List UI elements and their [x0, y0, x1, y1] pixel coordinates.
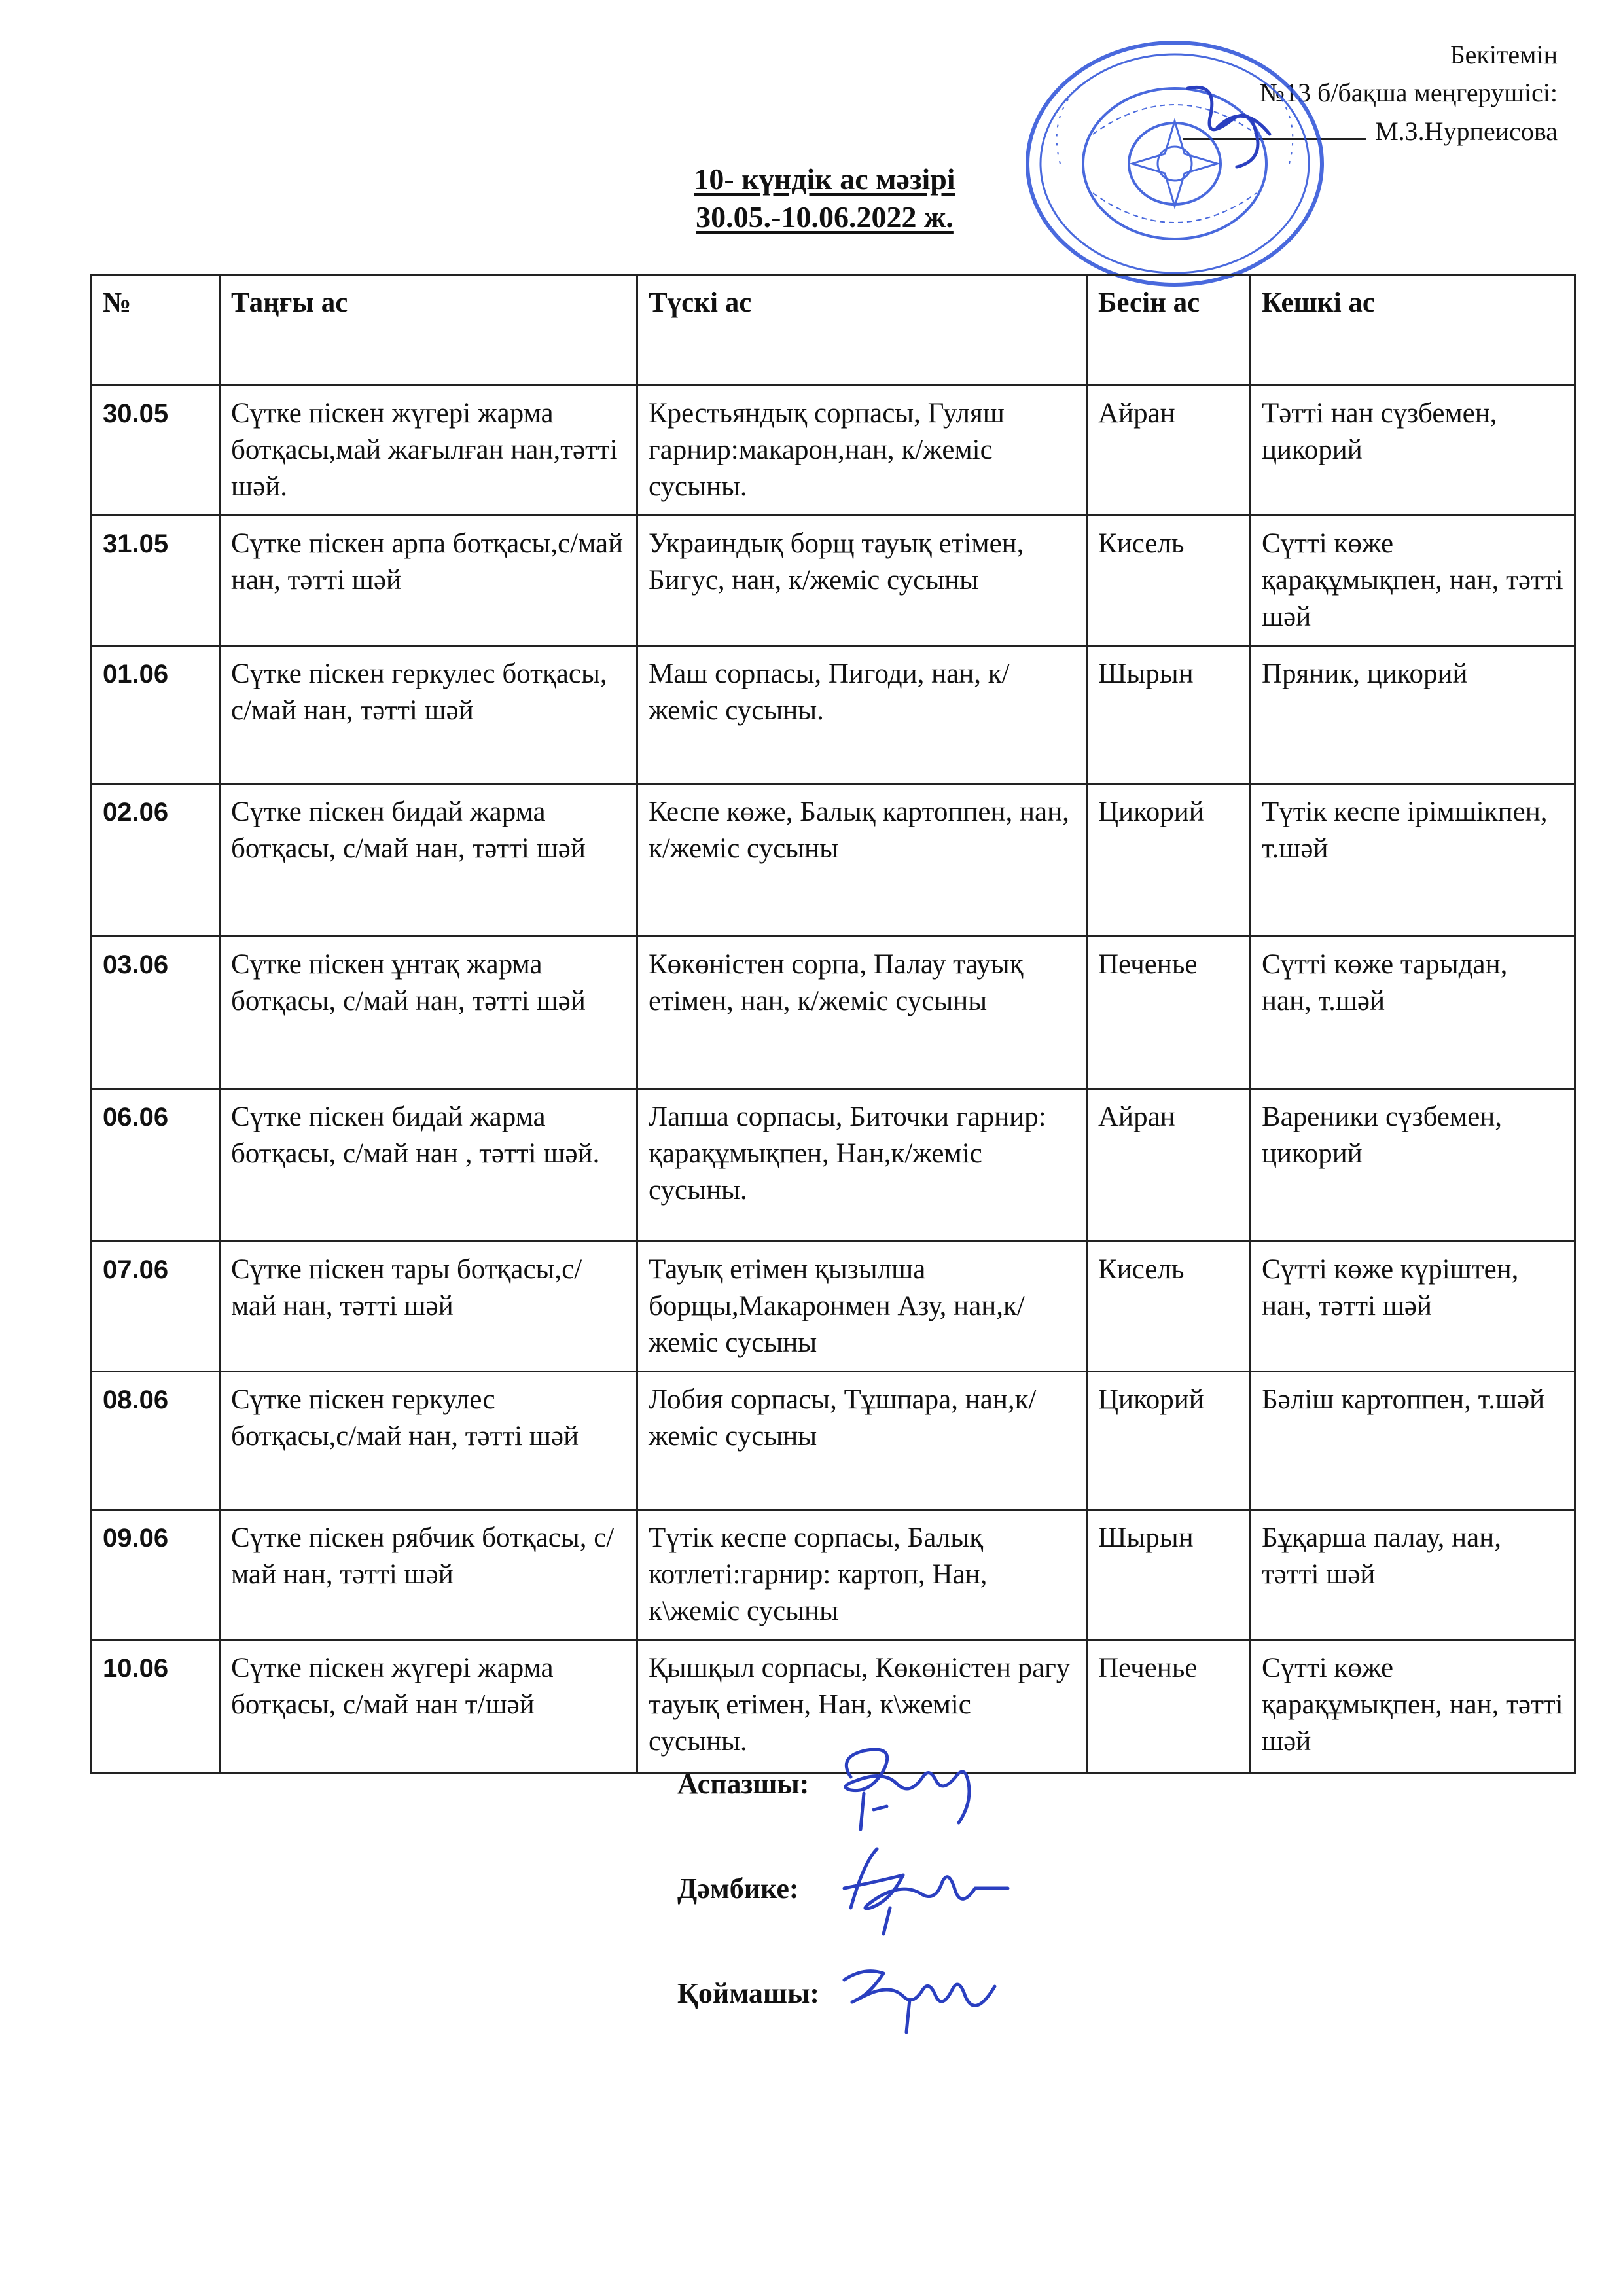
- breakfast-cell: Сүтке піскен арпа ботқасы,с/май нан, тәтті шәй: [220, 516, 637, 646]
- lunch-cell: Көкөністен сорпа, Палау тауық етімен, нан, к/жеміс сусыны: [637, 937, 1087, 1089]
- steward-signature: [825, 1836, 1021, 1941]
- lunch-cell: Маш сорпасы, Пигоди, нан, к/ жеміс сусыны.: [637, 646, 1087, 784]
- cook-signature: [825, 1731, 1021, 1836]
- header-dinner: Кешкі ас: [1251, 275, 1575, 386]
- row-date: 09.06: [92, 1510, 220, 1640]
- table-row: [92, 1510, 1575, 1640]
- table-row: [92, 1372, 1575, 1510]
- signature-row-cook: [677, 1767, 819, 1872]
- snack-cell: Кисель: [1087, 516, 1251, 646]
- dinner-cell: Сүтті көже күріштен, нан, тәтті шәй: [1251, 1242, 1575, 1372]
- cook-label: Аспазшы:: [677, 1768, 810, 1800]
- row-date: 03.06: [92, 937, 220, 1089]
- signature-row-storekeeper: [677, 1977, 819, 2081]
- lunch-cell: Қышқыл сорпасы, Көкөністен рагу тауық етімен, Нан, к\жеміс сусыны.: [637, 1640, 1087, 1773]
- approval-heading: Бекітемін: [1450, 40, 1558, 69]
- header-snack: Бесін ас: [1087, 275, 1251, 386]
- approval-position: №13 б/бақша меңгерушісі:: [1259, 78, 1558, 107]
- snack-cell: Цикорий: [1087, 784, 1251, 937]
- row-date: 08.06: [92, 1372, 220, 1510]
- lunch-cell: Украиндық борщ тауық етімен, Бигус, нан, к/жеміс сусыны: [637, 516, 1087, 646]
- breakfast-cell: Сүтке піскен рябчик ботқасы, с/май нан, тәтті шәй: [220, 1510, 637, 1640]
- table-row: [92, 1242, 1575, 1372]
- lunch-cell: Крестьяндық сорпасы, Гуляш гарнир:макарон,нан, к/жеміс сусыны.: [637, 386, 1087, 516]
- breakfast-cell: Сүтке піскен бидай жарма ботқасы, с/май нан , тәтті шәй.: [220, 1089, 637, 1242]
- official-stamp: [1021, 36, 1329, 291]
- snack-cell: Печенье: [1087, 937, 1251, 1089]
- approval-name: М.З.Нурпеисова: [1375, 117, 1558, 146]
- header-breakfast: Таңғы ас: [220, 275, 637, 386]
- dinner-cell: Сүтті көже тарыдан, нан, т.шәй: [1251, 937, 1575, 1089]
- snack-cell: Шырын: [1087, 646, 1251, 784]
- row-date: 06.06: [92, 1089, 220, 1242]
- lunch-cell: Кеспе көже, Балық картоппен, нан, к/жеміс сусыны: [637, 784, 1087, 937]
- signature-row-steward: [677, 1872, 819, 1977]
- lunch-cell: Тауық етімен қызылша борщы,Макаронмен Азу, нан,к/жеміс сусыны: [637, 1242, 1087, 1372]
- lunch-cell: Түтік кеспе сорпасы, Балық котлеті:гарнир: картоп, Нан, к\жеміс сусыны: [637, 1510, 1087, 1640]
- breakfast-cell: Сүтке піскен геркулес ботқасы,с/май нан, тәтті шәй: [220, 1372, 637, 1510]
- breakfast-cell: Сүтке піскен жүгері жарма ботқасы, с/май нан т/шәй: [220, 1640, 637, 1773]
- snack-cell: Кисель: [1087, 1242, 1251, 1372]
- stamp-seal: [1027, 43, 1322, 285]
- row-date: 31.05: [92, 516, 220, 646]
- title-line-2: 30.05.-10.06.2022 ж.: [696, 200, 954, 234]
- breakfast-cell: Сүтке піскен бидай жарма ботқасы, с/май нан, тәтті шәй: [220, 784, 637, 937]
- row-date: 10.06: [92, 1640, 220, 1773]
- breakfast-cell: Сүтке піскен ұнтақ жарма ботқасы, с/май нан, тәтті шәй: [220, 937, 637, 1089]
- table-row: [92, 646, 1575, 784]
- storekeeper-label: Қоймашы:: [677, 1977, 820, 2009]
- header-lunch: Түскі ас: [637, 275, 1087, 386]
- table-header-row: [92, 275, 1575, 386]
- director-signature: [1188, 87, 1270, 167]
- breakfast-cell: Сүтке піскен геркулес ботқасы, с/май нан, тәтті шәй: [220, 646, 637, 784]
- signatures-block: [677, 1767, 819, 2081]
- header-number: №: [92, 275, 220, 386]
- dinner-cell: Бұқарша палау, нан, тәтті шәй: [1251, 1510, 1575, 1640]
- dinner-cell: Вареники сүзбемен, цикорий: [1251, 1089, 1575, 1242]
- dinner-cell: Сүтті көже қарақұмықпен, нан, тәтті шәй: [1251, 1640, 1575, 1773]
- dinner-cell: Тәтті нан сүзбемен, цикорий: [1251, 386, 1575, 516]
- table-row: [92, 386, 1575, 516]
- snack-cell: Цикорий: [1087, 1372, 1251, 1510]
- document-title: [589, 160, 1060, 236]
- snack-cell: Айран: [1087, 386, 1251, 516]
- dinner-cell: Пряник, цикорий: [1251, 646, 1575, 784]
- lunch-cell: Лобия сорпасы, Тұшпара, нан,к/жеміс сусыны: [637, 1372, 1087, 1510]
- table-row: [92, 516, 1575, 646]
- snack-cell: Печенье: [1087, 1640, 1251, 1773]
- breakfast-cell: Сүтке піскен тары ботқасы,с/май нан, тәтті шәй: [220, 1242, 637, 1372]
- row-date: 07.06: [92, 1242, 220, 1372]
- table-row: [92, 937, 1575, 1089]
- menu-table: [90, 274, 1576, 1774]
- snack-cell: Айран: [1087, 1089, 1251, 1242]
- table-row: [92, 784, 1575, 937]
- row-date: 01.06: [92, 646, 220, 784]
- steward-label: Дәмбике:: [677, 1873, 799, 1905]
- dinner-cell: Бәліш картоппен, т.шәй: [1251, 1372, 1575, 1510]
- lunch-cell: Лапша сорпасы, Биточки гарнир: қарақұмықпен, Нан,к/жеміс сусыны.: [637, 1089, 1087, 1242]
- breakfast-cell: Сүтке піскен жүгері жарма ботқасы,май жағылған нан,тәтті шәй.: [220, 386, 637, 516]
- table-row: [92, 1089, 1575, 1242]
- snack-cell: Шырын: [1087, 1510, 1251, 1640]
- row-date: 30.05: [92, 386, 220, 516]
- dinner-cell: Түтік кеспе ірімшікпен, т.шәй: [1251, 784, 1575, 937]
- dinner-cell: Сүтті көже қарақұмықпен, нан, тәтті шәй: [1251, 516, 1575, 646]
- storekeeper-signature: [825, 1941, 1021, 2045]
- title-line-1: 10- күндік ас мәзірі: [694, 162, 955, 196]
- row-date: 02.06: [92, 784, 220, 937]
